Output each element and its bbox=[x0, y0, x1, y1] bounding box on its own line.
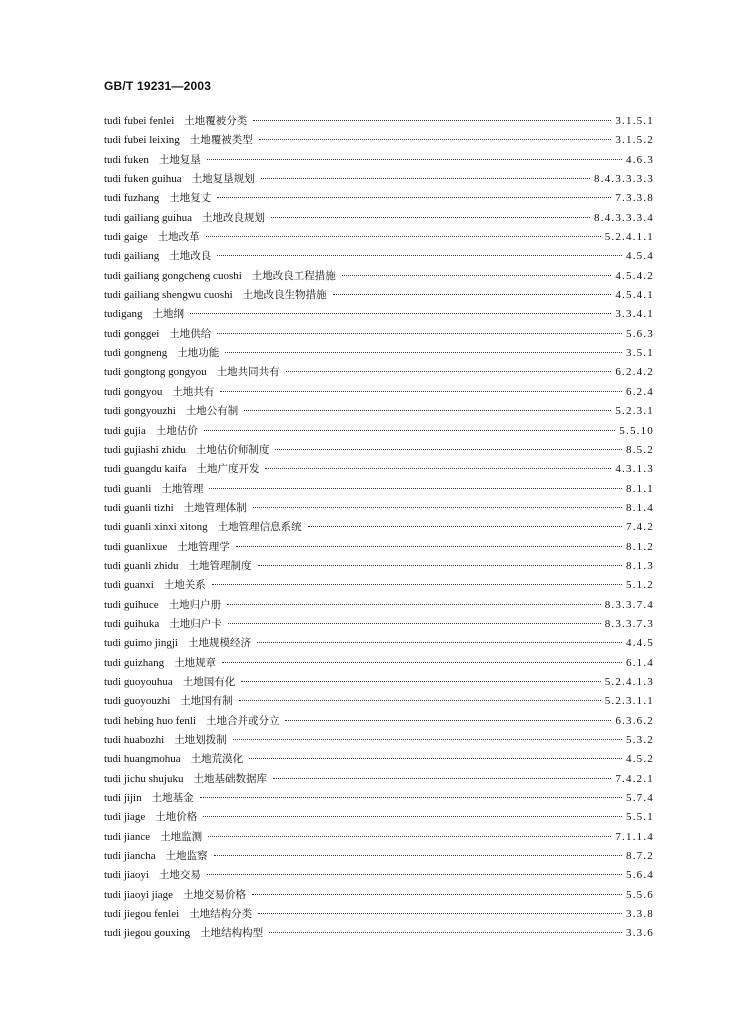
dot-leader bbox=[208, 836, 611, 837]
entry-term: 土地价格 bbox=[155, 811, 198, 824]
entry-pinyin: tudi gonggei bbox=[104, 327, 160, 340]
dot-leader bbox=[286, 371, 612, 372]
dot-leader bbox=[273, 778, 611, 779]
entry-clause-number: 3.3.8 bbox=[626, 908, 654, 921]
dot-leader bbox=[190, 313, 611, 314]
entry-pinyin: tudi gujia bbox=[104, 424, 146, 437]
entry-clause-number: 3.3.4.1 bbox=[615, 308, 654, 321]
entry-pinyin: tudi jichu shujuku bbox=[104, 772, 184, 785]
entry-term: 土地管理学 bbox=[177, 540, 230, 553]
index-entry bbox=[104, 808, 654, 827]
entry-term: 土地估价 bbox=[155, 424, 198, 437]
entry-clause-number: 4.5.4.1 bbox=[615, 289, 654, 302]
entry-clause-number: 5.2.4.1.3 bbox=[604, 675, 654, 688]
dot-leader bbox=[209, 488, 622, 489]
index-entry bbox=[104, 789, 654, 808]
index-entry bbox=[104, 383, 654, 402]
entry-pinyin: tudi guihuce bbox=[104, 598, 159, 611]
entry-pinyin: tudi gongyou bbox=[104, 385, 163, 398]
index-entry bbox=[104, 247, 654, 266]
index-entry bbox=[104, 654, 654, 673]
dot-leader bbox=[203, 816, 622, 817]
entry-clause-number: 6.3.6.2 bbox=[615, 714, 654, 727]
dot-leader bbox=[207, 159, 622, 160]
entry-term: 土地功能 bbox=[177, 347, 220, 360]
index-entry bbox=[104, 480, 654, 499]
dot-leader bbox=[253, 120, 611, 121]
entry-clause-number: 4.6.3 bbox=[626, 153, 654, 166]
entry-term: 土地关系 bbox=[163, 579, 206, 592]
index-entry bbox=[104, 673, 654, 692]
entry-pinyin: tudi fuken bbox=[104, 153, 149, 166]
entry-term: 土地荒漠化 bbox=[190, 753, 244, 766]
dot-leader bbox=[204, 430, 615, 431]
index-entry bbox=[104, 112, 654, 131]
entry-pinyin: tudi fubei fenlei bbox=[104, 115, 175, 127]
dot-leader bbox=[275, 449, 622, 450]
index-entry bbox=[104, 518, 654, 537]
entry-pinyin: tudi jiancha bbox=[104, 850, 156, 863]
entry-term: 土地复丈 bbox=[169, 192, 212, 205]
entry-term: 土地归户卡 bbox=[169, 617, 222, 630]
dot-leader bbox=[252, 894, 622, 895]
entry-pinyin: tudi guihuka bbox=[104, 617, 160, 630]
entry-pinyin: tudi fuzhang bbox=[104, 192, 160, 205]
entry-term: 土地管理 bbox=[161, 482, 204, 495]
entry-term: 土地基础数据库 bbox=[193, 772, 267, 785]
entry-pinyin: tudi gailiang gongcheng cuoshi bbox=[104, 269, 242, 282]
entry-clause-number: 5.3.2 bbox=[626, 734, 654, 746]
entry-clause-number: 6.1.4 bbox=[626, 656, 654, 669]
index-entry bbox=[104, 692, 654, 711]
index-entry bbox=[104, 344, 654, 363]
dot-leader bbox=[212, 584, 622, 585]
entry-term: 土地共有 bbox=[172, 385, 215, 398]
dot-leader bbox=[228, 623, 601, 624]
entry-pinyin: tudi jiance bbox=[104, 830, 151, 843]
entry-pinyin: tudi gailiang bbox=[104, 250, 160, 263]
entry-term: 土地改良生物措施 bbox=[242, 289, 327, 302]
index-entry bbox=[104, 131, 654, 150]
entry-pinyin: tudi guimo jingji bbox=[104, 637, 178, 650]
index-entry bbox=[104, 151, 654, 170]
entry-pinyin: tudi guangdu kaifa bbox=[104, 463, 187, 476]
dot-leader bbox=[233, 739, 622, 740]
entry-pinyin: tudi guanli bbox=[104, 482, 152, 495]
index-entry bbox=[104, 305, 654, 324]
entry-clause-number: 8.1.3 bbox=[626, 559, 654, 572]
dot-leader bbox=[220, 391, 622, 392]
index-entry bbox=[104, 886, 654, 905]
index-entry bbox=[104, 557, 654, 576]
entry-pinyin: tudi gailiang guihua bbox=[104, 211, 192, 224]
dot-leader bbox=[258, 913, 622, 914]
index-entry bbox=[104, 170, 654, 189]
entry-pinyin: tudi guanxi bbox=[104, 579, 154, 592]
index-entry bbox=[104, 460, 654, 479]
entry-term: 土地管理信息系统 bbox=[217, 521, 302, 534]
entry-clause-number: 5.2.4.1.1 bbox=[604, 231, 654, 244]
entry-clause-number: 5.6.4 bbox=[626, 869, 654, 882]
entry-term: 土地广度开发 bbox=[196, 463, 260, 476]
index-entry bbox=[104, 866, 654, 885]
entry-term: 土地规模经济 bbox=[187, 637, 251, 650]
entry-clause-number: 3.3.6 bbox=[626, 927, 654, 940]
index-entry bbox=[104, 363, 654, 382]
entry-pinyin: tudi huangmohua bbox=[104, 753, 181, 766]
dot-leader bbox=[206, 236, 601, 237]
index-entry bbox=[104, 847, 654, 866]
entry-term: 土地划拨制 bbox=[174, 734, 227, 746]
entry-clause-number: 6.2.4 bbox=[626, 385, 654, 398]
index-entry bbox=[104, 325, 654, 344]
dot-leader bbox=[207, 874, 622, 875]
index-entry bbox=[104, 422, 654, 441]
entry-clause-number: 8.7.2 bbox=[626, 850, 654, 863]
entry-clause-number: 5.5.1 bbox=[626, 811, 654, 824]
dot-leader bbox=[217, 333, 622, 334]
index-entry bbox=[104, 731, 654, 750]
entry-pinyin: tudi huabozhi bbox=[104, 734, 165, 746]
entry-clause-number: 4.5.4 bbox=[626, 250, 654, 263]
dot-leader bbox=[259, 139, 612, 140]
index-entry bbox=[104, 499, 654, 518]
standard-code-header: GB/T 19231—2003 bbox=[104, 79, 212, 93]
entry-term: 土地交易价格 bbox=[183, 888, 247, 901]
index-entry bbox=[104, 634, 654, 653]
index-entry bbox=[104, 770, 654, 789]
entry-pinyin: tudi guoyouhua bbox=[104, 675, 173, 688]
entry-clause-number: 7.3.3.8 bbox=[615, 192, 654, 205]
entry-clause-number: 8.4.3.3.3.4 bbox=[594, 211, 654, 224]
entry-clause-number: 8.1.2 bbox=[626, 540, 654, 553]
entry-clause-number: 7.4.2.1 bbox=[615, 772, 654, 785]
entry-pinyin: tudi guanli tizhi bbox=[104, 501, 174, 514]
index-entry bbox=[104, 712, 654, 731]
entry-clause-number: 5.2.3.1 bbox=[615, 405, 654, 418]
entry-pinyin: tudigang bbox=[104, 308, 143, 321]
entry-term: 土地规章 bbox=[174, 656, 217, 669]
entry-pinyin: tudi jiegou fenlei bbox=[104, 908, 180, 921]
entry-term: 土地改良 bbox=[169, 250, 212, 263]
entry-term: 土地改良规划 bbox=[201, 211, 265, 224]
dot-leader bbox=[217, 255, 622, 256]
entry-term: 土地覆被分类 bbox=[184, 115, 248, 127]
dot-leader bbox=[253, 507, 622, 508]
entry-term: 土地国有化 bbox=[182, 675, 236, 688]
dot-leader bbox=[239, 700, 601, 701]
entry-pinyin: tudi gailiang shengwu cuoshi bbox=[104, 289, 233, 302]
entry-clause-number: 4.3.1.3 bbox=[615, 463, 654, 476]
entry-clause-number: 5.5.6 bbox=[626, 888, 654, 901]
entry-term: 土地合并或分立 bbox=[205, 714, 280, 727]
index-entry bbox=[104, 228, 654, 247]
dot-leader bbox=[236, 546, 622, 547]
entry-clause-number: 5.7.4 bbox=[626, 792, 654, 805]
index-entry bbox=[104, 267, 654, 286]
entry-term: 土地归户册 bbox=[168, 598, 222, 611]
entry-term: 土地基金 bbox=[151, 792, 194, 805]
entry-term: 土地纲 bbox=[152, 308, 184, 321]
entry-clause-number: 8.1.1 bbox=[626, 482, 654, 495]
entry-pinyin: tudi gujiashi zhidu bbox=[104, 443, 186, 456]
dot-leader bbox=[258, 565, 622, 566]
index-entry bbox=[104, 538, 654, 557]
entry-clause-number: 4.5.2 bbox=[626, 753, 654, 766]
index-entry bbox=[104, 576, 654, 595]
entry-pinyin: tudi jiaoyi jiage bbox=[104, 888, 174, 901]
index-entry bbox=[104, 441, 654, 460]
entry-pinyin: tudi hebing huo fenli bbox=[104, 714, 196, 727]
entry-pinyin: tudi jiaoyi bbox=[104, 869, 149, 882]
entry-term: 土地监测 bbox=[160, 830, 203, 843]
entry-term: 土地管理制度 bbox=[188, 559, 252, 572]
entry-pinyin: tudi fubei leixing bbox=[104, 134, 180, 147]
entry-clause-number: 7.1.1.4 bbox=[615, 830, 654, 843]
entry-pinyin: tudi jiegou gouxing bbox=[104, 927, 191, 940]
entry-term: 土地结构构型 bbox=[200, 927, 264, 940]
dot-leader bbox=[227, 604, 601, 605]
entry-clause-number: 5.1.2 bbox=[626, 579, 654, 592]
entry-clause-number: 3.5.1 bbox=[626, 347, 654, 360]
index-entry bbox=[104, 209, 654, 228]
entry-clause-number: 3.1.5.2 bbox=[615, 134, 654, 147]
index-entry bbox=[104, 286, 654, 305]
entry-clause-number: 8.1.4 bbox=[626, 501, 654, 514]
index-entry bbox=[104, 750, 654, 769]
entry-pinyin: tudi guanli zhidu bbox=[104, 559, 179, 572]
entry-term: 土地公有制 bbox=[185, 405, 239, 418]
entry-clause-number: 4.5.4.2 bbox=[615, 269, 654, 282]
entry-clause-number: 8.3.3.7.3 bbox=[604, 617, 654, 630]
dot-leader bbox=[285, 720, 611, 721]
dot-leader bbox=[257, 642, 622, 643]
dot-leader bbox=[269, 932, 622, 933]
entry-clause-number: 5.2.3.1.1 bbox=[604, 695, 654, 708]
entry-term: 土地监察 bbox=[165, 850, 208, 863]
entry-clause-number: 5.5.10 bbox=[619, 424, 654, 437]
entry-term: 土地覆被类型 bbox=[189, 134, 253, 147]
entry-term: 土地估价师制度 bbox=[195, 443, 270, 456]
index-entry bbox=[104, 615, 654, 634]
entry-pinyin: tudi gongneng bbox=[104, 347, 168, 360]
entry-term: 土地供给 bbox=[169, 327, 212, 340]
dot-leader bbox=[217, 197, 611, 198]
entry-term: 土地改良工程措施 bbox=[251, 269, 336, 282]
entry-clause-number: 5.6.3 bbox=[626, 327, 654, 340]
entry-pinyin: tudi fuken guihua bbox=[104, 173, 182, 186]
entry-clause-number: 6.2.4.2 bbox=[615, 366, 654, 379]
entry-clause-number: 8.5.2 bbox=[626, 443, 654, 456]
entry-term: 土地交易 bbox=[158, 869, 201, 882]
index-entry bbox=[104, 924, 654, 943]
entry-pinyin: tudi gongyouzhi bbox=[104, 405, 176, 418]
entry-pinyin: tudi guizhang bbox=[104, 656, 165, 669]
dot-leader bbox=[265, 468, 611, 469]
dot-leader bbox=[225, 352, 622, 353]
dot-leader bbox=[249, 758, 622, 759]
entry-pinyin: tudi gongtong gongyou bbox=[104, 366, 207, 379]
entry-clause-number: 8.4.3.3.3.3 bbox=[594, 173, 654, 186]
entry-pinyin: tudi gaige bbox=[104, 231, 148, 244]
entry-pinyin: tudi guoyouzhi bbox=[104, 695, 171, 708]
entry-term: 土地国有制 bbox=[180, 695, 233, 708]
dot-leader bbox=[271, 217, 590, 218]
entry-term: 土地复垦 bbox=[158, 153, 201, 166]
dot-leader bbox=[244, 410, 611, 411]
dot-leader bbox=[200, 797, 622, 798]
dot-leader bbox=[308, 526, 622, 527]
dot-leader bbox=[222, 662, 622, 663]
index-entry bbox=[104, 189, 654, 208]
index-entry bbox=[104, 402, 654, 421]
entry-clause-number: 3.1.5.1 bbox=[615, 115, 654, 127]
dot-leader bbox=[333, 294, 612, 295]
entry-term: 土地管理体制 bbox=[183, 501, 247, 514]
entry-clause-number: 7.4.2 bbox=[626, 521, 654, 534]
index-list bbox=[104, 112, 654, 944]
entry-pinyin: tudi jiage bbox=[104, 811, 146, 824]
entry-term: 土地结构分类 bbox=[189, 908, 253, 921]
entry-clause-number: 8.3.3.7.4 bbox=[604, 598, 654, 611]
entry-term: 土地复垦规划 bbox=[191, 173, 255, 186]
dot-leader bbox=[241, 681, 600, 682]
entry-pinyin: tudi guanlixue bbox=[104, 540, 168, 553]
index-entry bbox=[104, 596, 654, 615]
entry-term: 土地共同共有 bbox=[216, 366, 280, 379]
entry-pinyin: tudi jijin bbox=[104, 792, 142, 805]
index-entry bbox=[104, 828, 654, 847]
entry-pinyin: tudi guanli xinxi xitong bbox=[104, 521, 208, 534]
dot-leader bbox=[342, 275, 612, 276]
index-entry bbox=[104, 905, 654, 924]
entry-term: 土地改革 bbox=[157, 231, 200, 244]
dot-leader bbox=[261, 178, 590, 179]
dot-leader bbox=[214, 855, 622, 856]
entry-clause-number: 4.4.5 bbox=[626, 637, 654, 650]
